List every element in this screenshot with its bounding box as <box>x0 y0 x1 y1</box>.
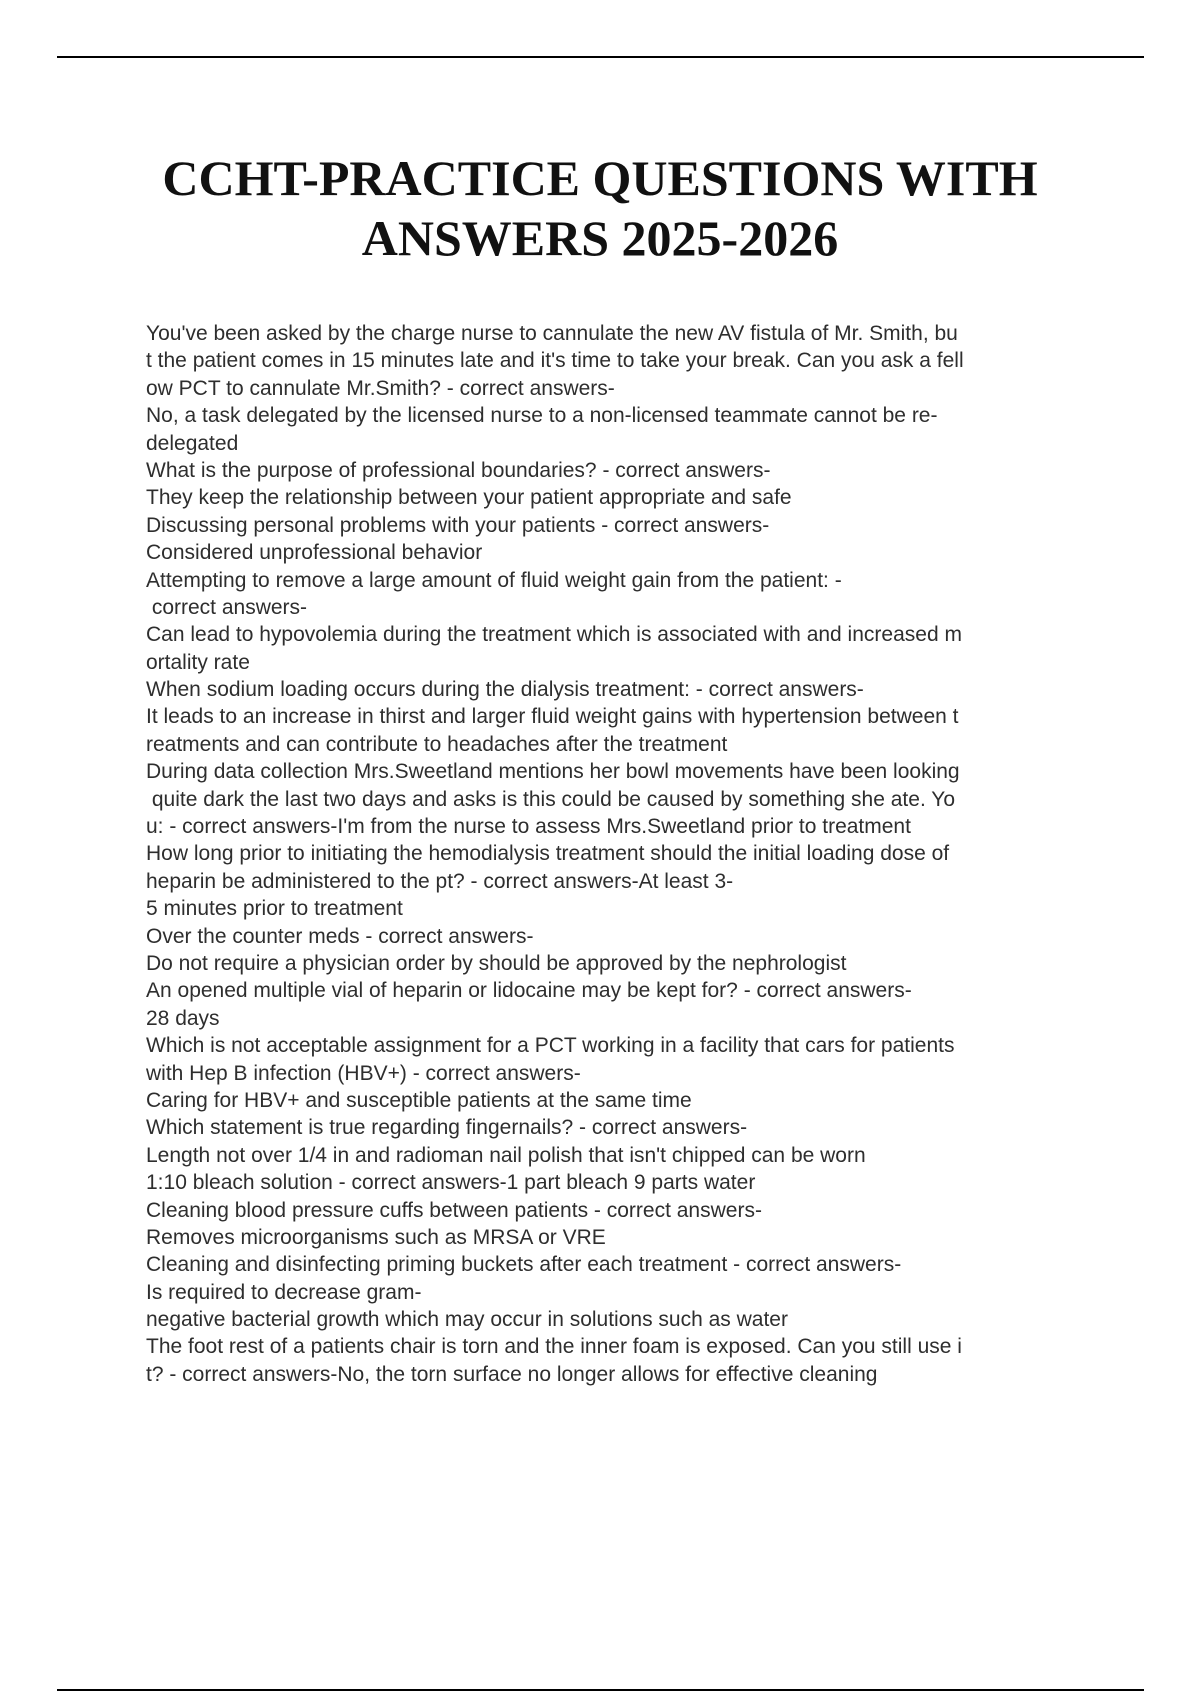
text-line: No, a task delegated by the licensed nurse to a non-licensed teammate cannot be re- <box>146 404 938 428</box>
text-line: heparin be administered to the pt? - correct answers-At least 3- <box>146 869 734 893</box>
text-line: An opened multiple vial of heparin or lidocaine may be kept for? - correct answers- <box>146 979 912 1003</box>
text-line: When sodium loading occurs during the dialysis treatment: - correct answers- <box>146 678 864 702</box>
text-line: During data collection Mrs.Sweetland mentions her bowl movements have been looking <box>146 760 960 784</box>
text-line: You've been asked by the charge nurse to cannulate the new AV fistula of Mr. Smith, bu <box>146 322 958 345</box>
text-line: Which statement is true regarding fingernails? - correct answers- <box>146 1116 748 1140</box>
text-line: u: - correct answers-I'm from the nurse to assess Mrs.Sweetland prior to treatment <box>146 815 911 839</box>
text-line: It leads to an increase in thirst and larger fluid weight gains with hypertension between t <box>146 705 959 729</box>
text-line: Cleaning and disinfecting priming buckets after each treatment - correct answers- <box>146 1253 902 1277</box>
text-line: Length not over 1/4 in and radioman nail polish that isn't chipped can be worn <box>146 1143 866 1167</box>
text-line: 1:10 bleach solution - correct answers-1 part bleach 9 parts water <box>146 1171 756 1195</box>
text-line: Over the counter meds - correct answers- <box>146 924 534 948</box>
text-line: Do not require a physician order by should be approved by the nephrologist <box>146 951 847 975</box>
text-line: reatments and can contribute to headaches after the treatment <box>146 732 728 756</box>
qa-text-block <box>146 320 1106 1388</box>
text-line: Attempting to remove a large amount of fluid weight gain from the patient: - <box>146 568 842 592</box>
text-line: quite dark the last two days and asks is this could be caused by something she ate. Yo <box>146 787 955 811</box>
title-line-1: CCHT-PRACTICE QUESTIONS WITH <box>162 150 1038 206</box>
text-line: 5 minutes prior to treatment <box>146 897 403 921</box>
top-rule <box>57 56 1144 58</box>
text-line: They keep the relationship between your patient appropriate and safe <box>146 486 792 510</box>
page-title <box>60 148 1140 268</box>
text-line: What is the purpose of professional boundaries? - correct answers- <box>146 458 771 482</box>
text-line: ow PCT to cannulate Mr.Smith? - correct answers- <box>146 376 615 400</box>
text-line: delegated <box>146 431 239 455</box>
text-line: Discussing personal problems with your patients - correct answers- <box>146 513 770 537</box>
text-line: Can lead to hypovolemia during the treatment which is associated with and increased m <box>146 623 962 647</box>
text-line: Removes microorganisms such as MRSA or VRE <box>146 1225 606 1249</box>
text-line: Considered unprofessional behavior <box>146 541 483 565</box>
text-line: Which is not acceptable assignment for a PCT working in a facility that cars for patients <box>146 1034 955 1058</box>
text-line: negative bacterial growth which may occur in solutions such as water <box>146 1308 788 1332</box>
text-line: Is required to decrease gram- <box>146 1280 422 1304</box>
bottom-rule <box>57 1689 1144 1691</box>
text-line: correct answers- <box>146 595 308 619</box>
text-line: ortality rate <box>146 650 250 674</box>
text-line: Cleaning blood pressure cuffs between patients - correct answers- <box>146 1198 762 1222</box>
text-line: Caring for HBV+ and susceptible patients at the same time <box>146 1088 692 1112</box>
text-line: 28 days <box>146 1006 220 1030</box>
text-line: How long prior to initiating the hemodialysis treatment should the initial loading dose of <box>146 842 950 866</box>
text-line: with Hep B infection (HBV+) - correct answers- <box>146 1061 581 1085</box>
title-line-2: ANSWERS 2025-2026 <box>361 210 839 266</box>
text-line: t the patient comes in 15 minutes late and it's time to take your break. Can you ask a fell <box>146 349 964 373</box>
text-line: t? - correct answers-No, the torn surface no longer allows for effective cleaning <box>146 1362 878 1386</box>
text-line: The foot rest of a patients chair is torn and the inner foam is exposed. Can you still use i <box>146 1335 962 1359</box>
